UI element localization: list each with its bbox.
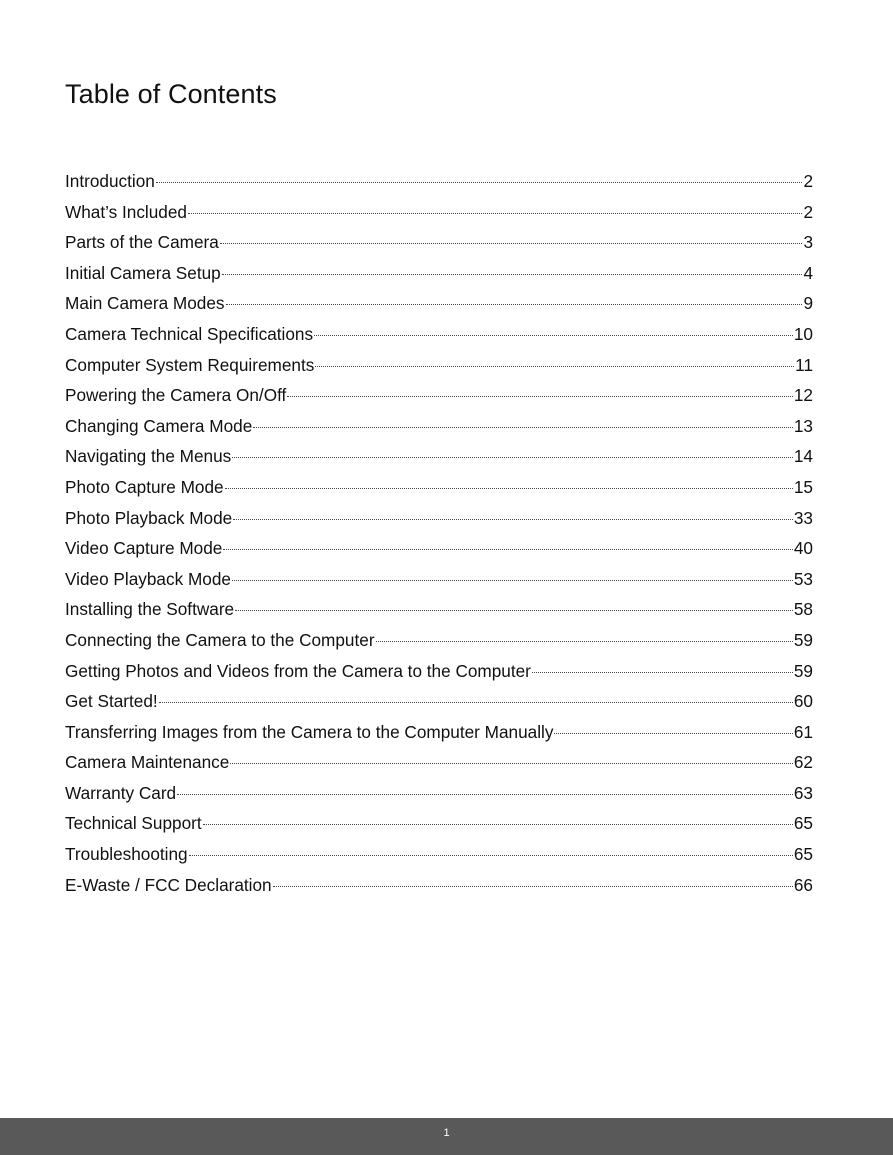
toc-entry-page-number: 60: [793, 691, 813, 712]
toc-entry[interactable]: [65, 288, 813, 319]
toc-dot-leader: [287, 395, 793, 397]
toc-entry-page-number: 65: [793, 813, 813, 834]
toc-entry-page-number: 12: [793, 385, 813, 406]
toc-dot-leader: [315, 365, 794, 367]
toc-entry-page-number: 10: [793, 323, 813, 344]
toc-entry[interactable]: [65, 717, 813, 748]
toc-entry[interactable]: [65, 808, 813, 839]
toc-entry[interactable]: [65, 380, 813, 411]
toc-entry[interactable]: [65, 258, 813, 289]
toc-entry[interactable]: [65, 594, 813, 625]
toc-entry-page-number: 59: [793, 660, 813, 681]
toc-entry-page-number: 62: [793, 752, 813, 773]
toc-entry[interactable]: [65, 350, 813, 381]
toc-entry-title: Getting Photos and Videos from the Camera to the Computer: [65, 660, 531, 681]
toc-entry-page-number: 65: [793, 844, 813, 865]
toc-dot-leader: [177, 793, 793, 795]
toc-entry[interactable]: [65, 533, 813, 564]
toc-entry-page-number: 14: [793, 446, 813, 467]
toc-entry-title: Photo Playback Mode: [65, 507, 233, 528]
toc-dot-leader: [232, 456, 793, 458]
toc-entry-page-number: 53: [793, 568, 813, 589]
toc-entry[interactable]: [65, 747, 813, 778]
toc-entry-title: Transferring Images from the Camera to the Computer Manually: [65, 721, 554, 742]
toc-entry[interactable]: [65, 166, 813, 197]
toc-dot-leader: [230, 762, 793, 764]
toc-dot-leader: [554, 732, 792, 734]
toc-entry-page-number: 61: [793, 721, 813, 742]
toc-entry[interactable]: [65, 472, 813, 503]
toc-entry-title: Troubleshooting: [65, 844, 188, 865]
toc-entry[interactable]: [65, 197, 813, 228]
toc-dot-leader: [314, 334, 793, 336]
toc-entry-page-number: 2: [803, 201, 813, 222]
toc-entry-page-number: 33: [793, 507, 813, 528]
toc-entry-title: Initial Camera Setup: [65, 262, 221, 283]
toc-entry-title: E-Waste / FCC Declaration: [65, 874, 272, 895]
toc-entry[interactable]: [65, 564, 813, 595]
toc-entry[interactable]: [65, 319, 813, 350]
toc-entry-page-number: 40: [793, 538, 813, 559]
toc-entry-title: Video Capture Mode: [65, 538, 223, 559]
toc-entry-title: Photo Capture Mode: [65, 476, 224, 497]
toc-entry-title: What’s Included: [65, 201, 187, 222]
toc-entry-title: Camera Maintenance: [65, 752, 230, 773]
toc-entry-page-number: 59: [793, 629, 813, 650]
toc-entry-title: Connecting the Camera to the Computer: [65, 629, 375, 650]
toc-entry-title: Video Playback Mode: [65, 568, 231, 589]
toc-entry-title: Changing Camera Mode: [65, 415, 253, 436]
footer-bar: [0, 1118, 893, 1155]
toc-dot-leader: [226, 303, 803, 305]
toc-dot-leader: [233, 518, 793, 520]
toc-entry-page-number: 2: [803, 171, 813, 191]
toc-entry-page-number: 9: [803, 293, 813, 314]
toc-dot-leader: [273, 885, 793, 887]
toc-entry-title: Powering the Camera On/Off: [65, 385, 287, 406]
page-number: 1: [443, 1126, 450, 1139]
toc-dot-leader: [253, 426, 793, 428]
toc-entry[interactable]: [65, 625, 813, 656]
toc-entry[interactable]: [65, 686, 813, 717]
toc-entry[interactable]: [65, 870, 813, 901]
toc-entry[interactable]: [65, 778, 813, 809]
toc-entry-page-number: 13: [793, 415, 813, 436]
table-of-contents-list: [65, 166, 813, 900]
toc-entry[interactable]: [65, 227, 813, 258]
toc-entry-title: Parts of the Camera: [65, 232, 219, 253]
toc-entry-title: Main Camera Modes: [65, 293, 225, 314]
toc-dot-leader: [225, 487, 793, 489]
toc-entry[interactable]: [65, 839, 813, 870]
page-title: Table of Contents: [65, 79, 277, 109]
toc-dot-leader: [156, 181, 803, 183]
toc-entry-title: Introduction: [65, 171, 155, 191]
toc-entry-title: Technical Support: [65, 813, 202, 834]
toc-entry-page-number: 3: [803, 232, 813, 253]
toc-dot-leader: [232, 579, 793, 581]
toc-dot-leader: [203, 823, 793, 825]
toc-entry-page-number: 63: [793, 782, 813, 803]
toc-entry-page-number: 11: [795, 354, 813, 375]
toc-entry-page-number: 66: [793, 874, 813, 895]
toc-dot-leader: [159, 701, 793, 703]
toc-dot-leader: [532, 671, 793, 673]
toc-entry-title: Computer System Requirements: [65, 354, 315, 375]
toc-entry-title: Get Started!: [65, 691, 158, 712]
toc-entry-title: Warranty Card: [65, 782, 177, 803]
toc-dot-leader: [188, 212, 802, 214]
toc-dot-leader: [376, 640, 793, 642]
toc-entry-title: Navigating the Menus: [65, 446, 232, 467]
toc-entry-page-number: 58: [793, 599, 813, 620]
toc-entry[interactable]: [65, 441, 813, 472]
toc-entry-title: Camera Technical Specifications: [65, 323, 314, 344]
toc-entry[interactable]: [65, 411, 813, 442]
toc-dot-leader: [189, 854, 793, 856]
toc-dot-leader: [223, 548, 793, 550]
toc-dot-leader: [220, 242, 803, 244]
toc-dot-leader: [222, 273, 803, 275]
toc-entry-page-number: 4: [803, 262, 813, 283]
toc-entry-title: Installing the Software: [65, 599, 235, 620]
toc-dot-leader: [235, 609, 793, 611]
toc-entry[interactable]: [65, 656, 813, 687]
toc-entry-page-number: 15: [793, 476, 813, 497]
toc-entry[interactable]: [65, 503, 813, 534]
